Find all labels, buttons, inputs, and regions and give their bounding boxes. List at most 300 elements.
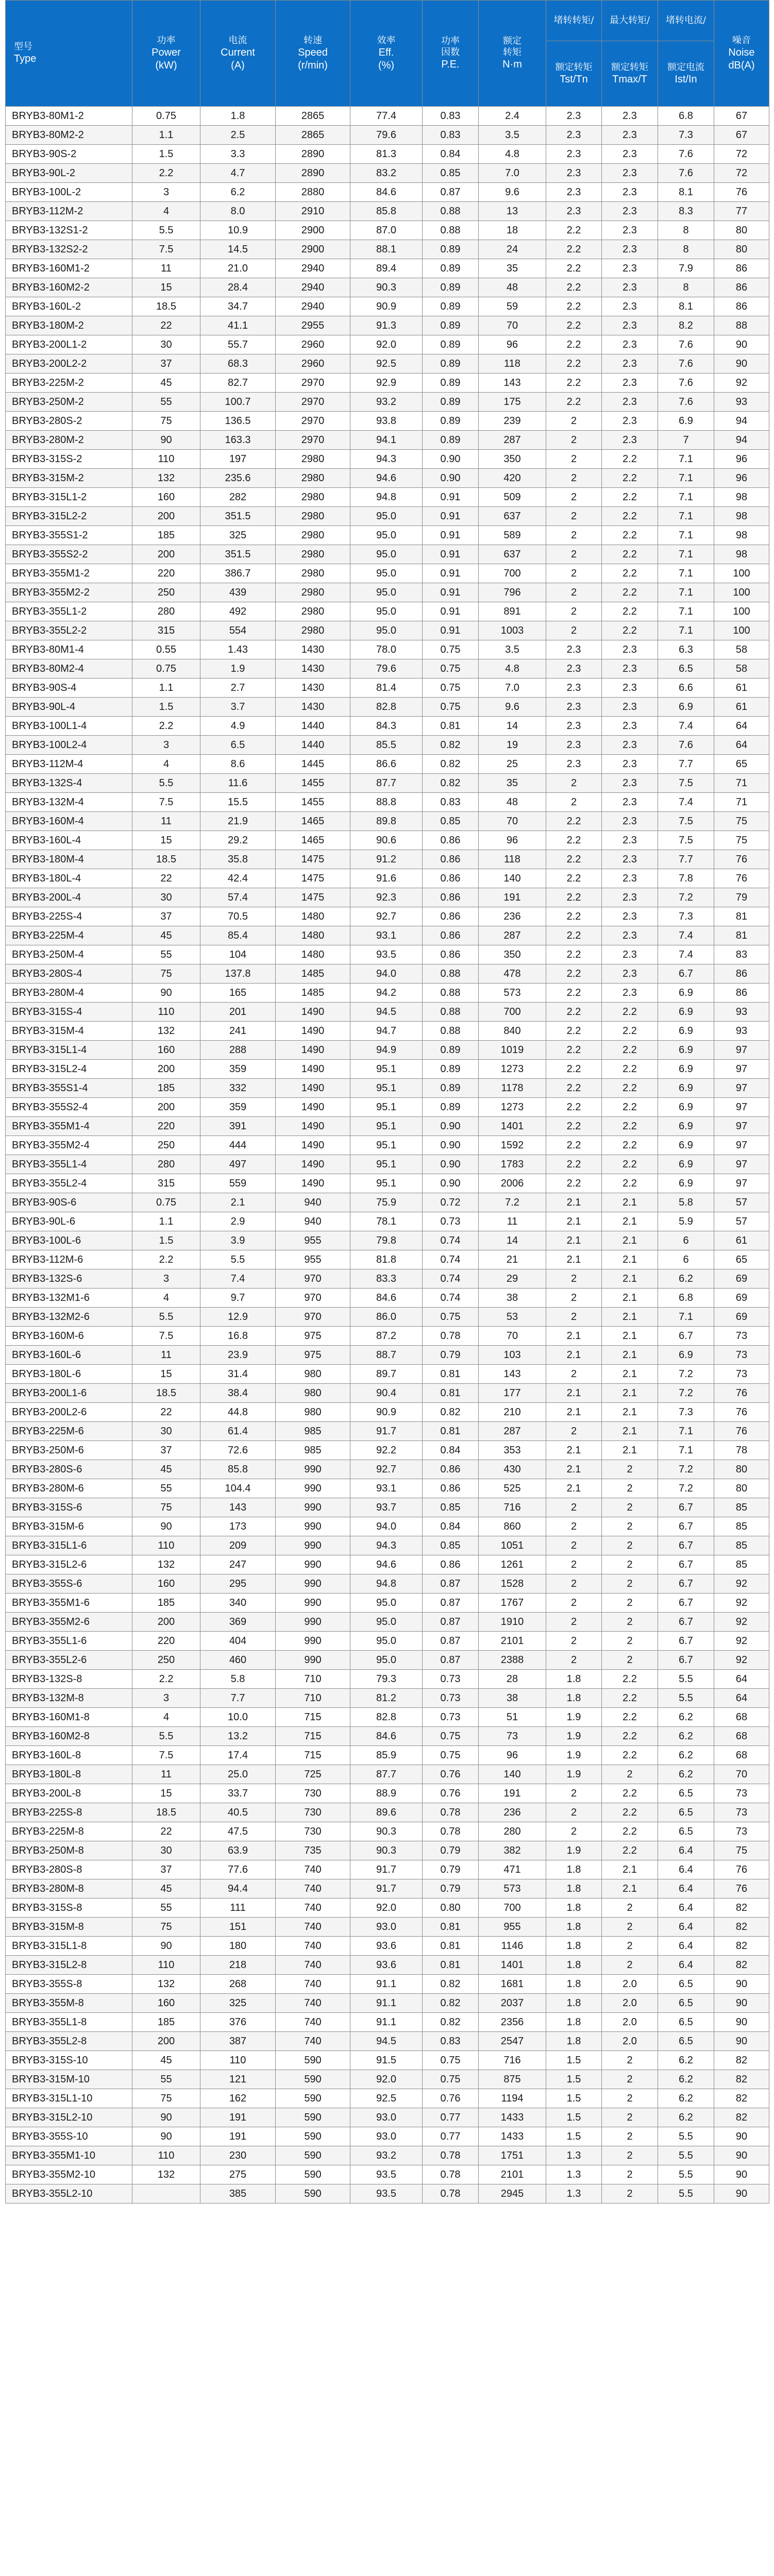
cell-type: BRYB3-200L-8 bbox=[6, 1784, 132, 1803]
cell-tmax: 2 bbox=[602, 2127, 658, 2146]
cell-ist: 7.2 bbox=[658, 1365, 714, 1384]
table-row bbox=[6, 316, 769, 335]
cell-type: BRYB3-355M1-10 bbox=[6, 2146, 132, 2165]
cell-type: BRYB3-355S2-4 bbox=[6, 1098, 132, 1117]
cell-tst: 2.3 bbox=[546, 145, 602, 164]
table-row bbox=[6, 1613, 769, 1632]
cell-eff: 91.1 bbox=[350, 2013, 423, 2032]
cell-eff: 92.5 bbox=[350, 2089, 423, 2108]
cell-type: BRYB3-200L1-2 bbox=[6, 335, 132, 354]
cell-speed: 1490 bbox=[276, 1155, 350, 1174]
cell-current: 325 bbox=[200, 1994, 276, 2013]
cell-noise: 93 bbox=[714, 393, 769, 412]
cell-pf: 0.88 bbox=[423, 1022, 479, 1041]
cell-type: BRYB3-132M1-6 bbox=[6, 1289, 132, 1308]
cell-speed: 1465 bbox=[276, 812, 350, 831]
cell-type: BRYB3-225S-4 bbox=[6, 907, 132, 926]
cell-current: 460 bbox=[200, 1651, 276, 1670]
cell-type: BRYB3-80M1-4 bbox=[6, 640, 132, 659]
cell-ist: 7.9 bbox=[658, 259, 714, 278]
cell-ist: 7.2 bbox=[658, 1460, 714, 1479]
cell-tst: 2.1 bbox=[546, 1403, 602, 1422]
cell-pf: 0.84 bbox=[423, 1441, 479, 1460]
cell-speed: 955 bbox=[276, 1231, 350, 1250]
cell-torque: 2101 bbox=[479, 2165, 546, 2184]
cell-power: 2.2 bbox=[132, 164, 200, 183]
cell-tst: 1.8 bbox=[546, 2013, 602, 2032]
cell-torque: 70 bbox=[479, 316, 546, 335]
cell-pf: 0.81 bbox=[423, 1956, 479, 1975]
cell-eff: 91.7 bbox=[350, 1879, 423, 1899]
table-row bbox=[6, 1041, 769, 1060]
cell-current: 369 bbox=[200, 1613, 276, 1632]
cell-current: 34.7 bbox=[200, 297, 276, 316]
cell-current: 35.8 bbox=[200, 850, 276, 869]
cell-torque: 589 bbox=[479, 526, 546, 545]
cell-eff: 78.1 bbox=[350, 1212, 423, 1231]
cell-tmax: 2.2 bbox=[602, 1689, 658, 1708]
cell-pf: 0.91 bbox=[423, 526, 479, 545]
cell-power: 2.2 bbox=[132, 1250, 200, 1269]
cell-type: BRYB3-132S-4 bbox=[6, 774, 132, 793]
cell-speed: 990 bbox=[276, 1517, 350, 1536]
cell-noise: 96 bbox=[714, 450, 769, 469]
table-row bbox=[6, 736, 769, 755]
cell-speed: 1430 bbox=[276, 679, 350, 698]
cell-current: 162 bbox=[200, 2089, 276, 2108]
table-row bbox=[6, 2165, 769, 2184]
cell-ist: 6.4 bbox=[658, 1937, 714, 1956]
cell-tst: 2.2 bbox=[546, 1003, 602, 1022]
cell-speed: 990 bbox=[276, 1498, 350, 1517]
cell-type: BRYB3-180M-4 bbox=[6, 850, 132, 869]
cell-noise: 69 bbox=[714, 1308, 769, 1327]
cell-type: BRYB3-280S-4 bbox=[6, 964, 132, 984]
cell-ist: 6.4 bbox=[658, 1879, 714, 1899]
cell-speed: 715 bbox=[276, 1746, 350, 1765]
cell-tmax: 2 bbox=[602, 2184, 658, 2204]
cell-tst: 2.3 bbox=[546, 679, 602, 698]
cell-eff: 93.6 bbox=[350, 1956, 423, 1975]
cell-pf: 0.89 bbox=[423, 335, 479, 354]
cell-ist: 6 bbox=[658, 1231, 714, 1250]
cell-type: BRYB3-90S-2 bbox=[6, 145, 132, 164]
cell-torque: 4.8 bbox=[479, 659, 546, 679]
cell-tst: 2 bbox=[546, 526, 602, 545]
cell-tst: 1.9 bbox=[546, 1708, 602, 1727]
cell-power: 200 bbox=[132, 507, 200, 526]
cell-ist: 6.4 bbox=[658, 1956, 714, 1975]
table-row bbox=[6, 793, 769, 812]
cell-torque: 191 bbox=[479, 1784, 546, 1803]
cell-tmax: 2 bbox=[602, 1651, 658, 1670]
cell-noise: 80 bbox=[714, 1479, 769, 1498]
cell-tst: 2 bbox=[546, 793, 602, 812]
cell-current: 57.4 bbox=[200, 888, 276, 907]
cell-pf: 0.88 bbox=[423, 221, 479, 240]
cell-torque: 96 bbox=[479, 831, 546, 850]
table-row bbox=[6, 888, 769, 907]
cell-type: BRYB3-132S-8 bbox=[6, 1670, 132, 1689]
cell-noise: 69 bbox=[714, 1269, 769, 1289]
cell-tst: 2.3 bbox=[546, 107, 602, 126]
cell-eff: 91.3 bbox=[350, 316, 423, 335]
cell-speed: 2890 bbox=[276, 164, 350, 183]
cell-ist: 6.9 bbox=[658, 1079, 714, 1098]
cell-speed: 2980 bbox=[276, 564, 350, 583]
cell-speed: 1465 bbox=[276, 831, 350, 850]
cell-power: 55 bbox=[132, 2070, 200, 2089]
cell-speed: 2960 bbox=[276, 335, 350, 354]
cell-tmax: 2.2 bbox=[602, 1155, 658, 1174]
cell-pf: 0.81 bbox=[423, 1937, 479, 1956]
cell-pf: 0.82 bbox=[423, 1975, 479, 1994]
cell-power: 200 bbox=[132, 2032, 200, 2051]
cell-speed: 1445 bbox=[276, 755, 350, 774]
cell-power: 110 bbox=[132, 2146, 200, 2165]
cell-torque: 73 bbox=[479, 1727, 546, 1746]
table-row bbox=[6, 945, 769, 964]
cell-tst: 2.2 bbox=[546, 1022, 602, 1041]
cell-ist: 6.4 bbox=[658, 1841, 714, 1860]
cell-torque: 1910 bbox=[479, 1613, 546, 1632]
cell-power: 110 bbox=[132, 1956, 200, 1975]
cell-power: 2.2 bbox=[132, 717, 200, 736]
col-power-header: 功率 Power (kW) bbox=[132, 1, 200, 107]
cell-eff: 93.2 bbox=[350, 2146, 423, 2165]
cell-power: 45 bbox=[132, 374, 200, 393]
cell-torque: 382 bbox=[479, 1841, 546, 1860]
cell-type: BRYB3-315M-2 bbox=[6, 469, 132, 488]
table-row bbox=[6, 1708, 769, 1727]
cell-power: 3 bbox=[132, 736, 200, 755]
table-row bbox=[6, 469, 769, 488]
cell-power: 160 bbox=[132, 1994, 200, 2013]
cell-speed: 2865 bbox=[276, 107, 350, 126]
cell-type: BRYB3-315S-4 bbox=[6, 1003, 132, 1022]
cell-ist: 7.2 bbox=[658, 1479, 714, 1498]
table-row bbox=[6, 1117, 769, 1136]
cell-tmax: 2.3 bbox=[602, 698, 658, 717]
table-row bbox=[6, 1822, 769, 1841]
cell-torque: 18 bbox=[479, 221, 546, 240]
table-row bbox=[6, 755, 769, 774]
cell-power: 15 bbox=[132, 831, 200, 850]
cell-ist: 6.9 bbox=[658, 412, 714, 431]
cell-pf: 0.86 bbox=[423, 1555, 479, 1574]
cell-speed: 2940 bbox=[276, 278, 350, 297]
cell-power: 160 bbox=[132, 488, 200, 507]
cell-tst: 2 bbox=[546, 1365, 602, 1384]
cell-eff: 90.6 bbox=[350, 831, 423, 850]
cell-power: 5.5 bbox=[132, 774, 200, 793]
table-row bbox=[6, 964, 769, 984]
cell-ist: 6.2 bbox=[658, 1727, 714, 1746]
cell-tmax: 2.3 bbox=[602, 812, 658, 831]
cell-tmax: 2.2 bbox=[602, 564, 658, 583]
cell-torque: 1003 bbox=[479, 621, 546, 640]
cell-speed: 1430 bbox=[276, 698, 350, 717]
cell-noise: 98 bbox=[714, 507, 769, 526]
cell-speed: 975 bbox=[276, 1327, 350, 1346]
cell-type: BRYB3-250M-2 bbox=[6, 393, 132, 412]
cell-tst: 2.2 bbox=[546, 964, 602, 984]
cell-tst: 1.3 bbox=[546, 2184, 602, 2204]
cell-tmax: 2.2 bbox=[602, 1803, 658, 1822]
cell-tst: 2 bbox=[546, 564, 602, 583]
cell-tst: 1.3 bbox=[546, 2146, 602, 2165]
cell-type: BRYB3-355S-6 bbox=[6, 1574, 132, 1594]
cell-noise: 90 bbox=[714, 1994, 769, 2013]
cell-speed: 980 bbox=[276, 1384, 350, 1403]
cell-tmax: 2.3 bbox=[602, 183, 658, 202]
cell-power: 132 bbox=[132, 1555, 200, 1574]
cell-type: BRYB3-280M-6 bbox=[6, 1479, 132, 1498]
cell-torque: 287 bbox=[479, 926, 546, 945]
cell-pf: 0.81 bbox=[423, 1365, 479, 1384]
cell-noise: 86 bbox=[714, 259, 769, 278]
cell-power: 185 bbox=[132, 526, 200, 545]
cell-current: 351.5 bbox=[200, 507, 276, 526]
table-row bbox=[6, 1060, 769, 1079]
col-tmax-header-top: 最大转矩/ bbox=[602, 1, 658, 41]
cell-current: 165 bbox=[200, 984, 276, 1003]
cell-noise: 80 bbox=[714, 240, 769, 259]
cell-pf: 0.75 bbox=[423, 1308, 479, 1327]
cell-ist: 7.6 bbox=[658, 145, 714, 164]
cell-current: 21.0 bbox=[200, 259, 276, 278]
cell-tst: 1.8 bbox=[546, 1918, 602, 1937]
cell-tmax: 2.3 bbox=[602, 907, 658, 926]
cell-eff: 95.0 bbox=[350, 621, 423, 640]
cell-tst: 2.1 bbox=[546, 1441, 602, 1460]
cell-speed: 1440 bbox=[276, 717, 350, 736]
cell-power: 75 bbox=[132, 1498, 200, 1517]
cell-tmax: 2.2 bbox=[602, 1841, 658, 1860]
cell-type: BRYB3-80M2-4 bbox=[6, 659, 132, 679]
cell-ist: 7.5 bbox=[658, 774, 714, 793]
cell-current: 359 bbox=[200, 1098, 276, 1117]
cell-current: 2.7 bbox=[200, 679, 276, 698]
cell-power: 11 bbox=[132, 1346, 200, 1365]
cell-torque: 509 bbox=[479, 488, 546, 507]
cell-tmax: 2 bbox=[602, 2108, 658, 2127]
cell-type: BRYB3-315L1-10 bbox=[6, 2089, 132, 2108]
cell-speed: 2970 bbox=[276, 374, 350, 393]
cell-torque: 2.4 bbox=[479, 107, 546, 126]
cell-pf: 0.83 bbox=[423, 793, 479, 812]
cell-current: 10.9 bbox=[200, 221, 276, 240]
cell-torque: 38 bbox=[479, 1689, 546, 1708]
cell-noise: 82 bbox=[714, 2070, 769, 2089]
cell-pf: 0.84 bbox=[423, 1517, 479, 1536]
cell-tmax: 2.3 bbox=[602, 278, 658, 297]
cell-noise: 73 bbox=[714, 1365, 769, 1384]
cell-pf: 0.88 bbox=[423, 1003, 479, 1022]
cell-speed: 990 bbox=[276, 1555, 350, 1574]
cell-tmax: 2.3 bbox=[602, 316, 658, 335]
cell-noise: 90 bbox=[714, 354, 769, 374]
col-torque-header: 额定 转矩 N·m bbox=[479, 1, 546, 107]
cell-torque: 1592 bbox=[479, 1136, 546, 1155]
cell-pf: 0.81 bbox=[423, 1384, 479, 1403]
cell-noise: 82 bbox=[714, 1899, 769, 1918]
cell-tmax: 2.0 bbox=[602, 2013, 658, 2032]
cell-noise: 86 bbox=[714, 297, 769, 316]
cell-tmax: 2.3 bbox=[602, 659, 658, 679]
cell-speed: 990 bbox=[276, 1574, 350, 1594]
cell-eff: 88.9 bbox=[350, 1784, 423, 1803]
cell-type: BRYB3-315S-10 bbox=[6, 2051, 132, 2070]
cell-type: BRYB3-160L-2 bbox=[6, 297, 132, 316]
cell-ist: 7.3 bbox=[658, 907, 714, 926]
table-row bbox=[6, 679, 769, 698]
cell-current: 180 bbox=[200, 1937, 276, 1956]
cell-tmax: 2.3 bbox=[602, 984, 658, 1003]
cell-tmax: 2.3 bbox=[602, 964, 658, 984]
cell-torque: 875 bbox=[479, 2070, 546, 2089]
table-row bbox=[6, 526, 769, 545]
cell-type: BRYB3-160M2-2 bbox=[6, 278, 132, 297]
cell-eff: 78.0 bbox=[350, 640, 423, 659]
cell-type: BRYB3-90L-4 bbox=[6, 698, 132, 717]
cell-speed: 590 bbox=[276, 2051, 350, 2070]
cell-tmax: 2.0 bbox=[602, 2032, 658, 2051]
cell-eff: 79.3 bbox=[350, 1670, 423, 1689]
cell-ist: 7.6 bbox=[658, 335, 714, 354]
cell-power: 15 bbox=[132, 278, 200, 297]
cell-pf: 0.89 bbox=[423, 412, 479, 431]
cell-ist: 6.7 bbox=[658, 1574, 714, 1594]
table-row bbox=[6, 1174, 769, 1193]
cell-tmax: 2.3 bbox=[602, 755, 658, 774]
cell-current: 40.5 bbox=[200, 1803, 276, 1822]
cell-eff: 94.7 bbox=[350, 1022, 423, 1041]
cell-type: BRYB3-315S-6 bbox=[6, 1498, 132, 1517]
cell-pf: 0.81 bbox=[423, 717, 479, 736]
cell-eff: 92.3 bbox=[350, 888, 423, 907]
cell-tmax: 2.2 bbox=[602, 621, 658, 640]
cell-torque: 35 bbox=[479, 259, 546, 278]
cell-eff: 94.3 bbox=[350, 450, 423, 469]
cell-power: 200 bbox=[132, 545, 200, 564]
cell-speed: 730 bbox=[276, 1784, 350, 1803]
cell-tmax: 2 bbox=[602, 1460, 658, 1479]
cell-eff: 95.1 bbox=[350, 1155, 423, 1174]
cell-current: 191 bbox=[200, 2108, 276, 2127]
cell-type: BRYB3-355L2-8 bbox=[6, 2032, 132, 2051]
cell-type: BRYB3-315S-2 bbox=[6, 450, 132, 469]
cell-current: 41.1 bbox=[200, 316, 276, 335]
cell-ist: 6.2 bbox=[658, 2051, 714, 2070]
cell-eff: 94.1 bbox=[350, 431, 423, 450]
cell-tmax: 2.3 bbox=[602, 774, 658, 793]
cell-power: 30 bbox=[132, 335, 200, 354]
cell-type: BRYB3-315L1-8 bbox=[6, 1937, 132, 1956]
cell-type: BRYB3-355S1-2 bbox=[6, 526, 132, 545]
cell-pf: 0.79 bbox=[423, 1841, 479, 1860]
cell-power: 22 bbox=[132, 316, 200, 335]
cell-current: 82.7 bbox=[200, 374, 276, 393]
cell-noise: 90 bbox=[714, 2127, 769, 2146]
cell-eff: 89.8 bbox=[350, 812, 423, 831]
cell-power: 0.75 bbox=[132, 1193, 200, 1212]
cell-eff: 93.0 bbox=[350, 2108, 423, 2127]
cell-tmax: 2 bbox=[602, 1555, 658, 1574]
cell-current: 497 bbox=[200, 1155, 276, 1174]
cell-type: BRYB3-160L-8 bbox=[6, 1746, 132, 1765]
cell-noise: 73 bbox=[714, 1784, 769, 1803]
cell-tst: 2.1 bbox=[546, 1327, 602, 1346]
cell-eff: 85.9 bbox=[350, 1746, 423, 1765]
cell-pf: 0.85 bbox=[423, 1536, 479, 1555]
cell-pf: 0.86 bbox=[423, 869, 479, 888]
cell-power: 2.2 bbox=[132, 1670, 200, 1689]
cell-current: 31.4 bbox=[200, 1365, 276, 1384]
cell-pf: 0.74 bbox=[423, 1269, 479, 1289]
cell-tst: 2 bbox=[546, 774, 602, 793]
cell-power: 0.75 bbox=[132, 659, 200, 679]
cell-eff: 95.1 bbox=[350, 1060, 423, 1079]
table-row bbox=[6, 2089, 769, 2108]
cell-eff: 93.0 bbox=[350, 2127, 423, 2146]
cell-eff: 83.3 bbox=[350, 1269, 423, 1289]
cell-ist: 5.5 bbox=[658, 2184, 714, 2204]
cell-ist: 6.2 bbox=[658, 1269, 714, 1289]
cell-pf: 0.84 bbox=[423, 145, 479, 164]
cell-torque: 287 bbox=[479, 1422, 546, 1441]
cell-torque: 1528 bbox=[479, 1574, 546, 1594]
cell-ist: 6.7 bbox=[658, 1498, 714, 1517]
cell-tst: 2 bbox=[546, 1803, 602, 1822]
cell-current: 7.4 bbox=[200, 1269, 276, 1289]
cell-torque: 2101 bbox=[479, 1632, 546, 1651]
cell-eff: 85.8 bbox=[350, 202, 423, 221]
cell-tst: 2 bbox=[546, 507, 602, 526]
cell-ist: 6.4 bbox=[658, 1899, 714, 1918]
cell-ist: 6.5 bbox=[658, 1975, 714, 1994]
cell-pf: 0.85 bbox=[423, 164, 479, 183]
cell-torque: 1146 bbox=[479, 1937, 546, 1956]
cell-eff: 86.6 bbox=[350, 755, 423, 774]
cell-tmax: 2.2 bbox=[602, 1670, 658, 1689]
cell-noise: 97 bbox=[714, 1117, 769, 1136]
cell-speed: 740 bbox=[276, 2032, 350, 2051]
cell-tst: 2.2 bbox=[546, 1117, 602, 1136]
cell-ist: 7.7 bbox=[658, 850, 714, 869]
cell-current: 15.5 bbox=[200, 793, 276, 812]
cell-torque: 1401 bbox=[479, 1117, 546, 1136]
cell-eff: 94.8 bbox=[350, 1574, 423, 1594]
cell-torque: 1261 bbox=[479, 1555, 546, 1574]
cell-current: 100.7 bbox=[200, 393, 276, 412]
cell-pf: 0.79 bbox=[423, 1346, 479, 1365]
cell-torque: 700 bbox=[479, 564, 546, 583]
cell-pf: 0.78 bbox=[423, 2146, 479, 2165]
cell-type: BRYB3-132M-8 bbox=[6, 1689, 132, 1708]
cell-current: 17.4 bbox=[200, 1746, 276, 1765]
cell-eff: 91.2 bbox=[350, 850, 423, 869]
cell-tst: 2.1 bbox=[546, 1460, 602, 1479]
cell-eff: 91.7 bbox=[350, 1422, 423, 1441]
cell-tst: 2 bbox=[546, 621, 602, 640]
cell-eff: 95.0 bbox=[350, 545, 423, 564]
cell-eff: 90.3 bbox=[350, 1841, 423, 1860]
cell-power: 22 bbox=[132, 869, 200, 888]
cell-pf: 0.74 bbox=[423, 1289, 479, 1308]
table-row bbox=[6, 621, 769, 640]
cell-tmax: 2 bbox=[602, 1479, 658, 1498]
